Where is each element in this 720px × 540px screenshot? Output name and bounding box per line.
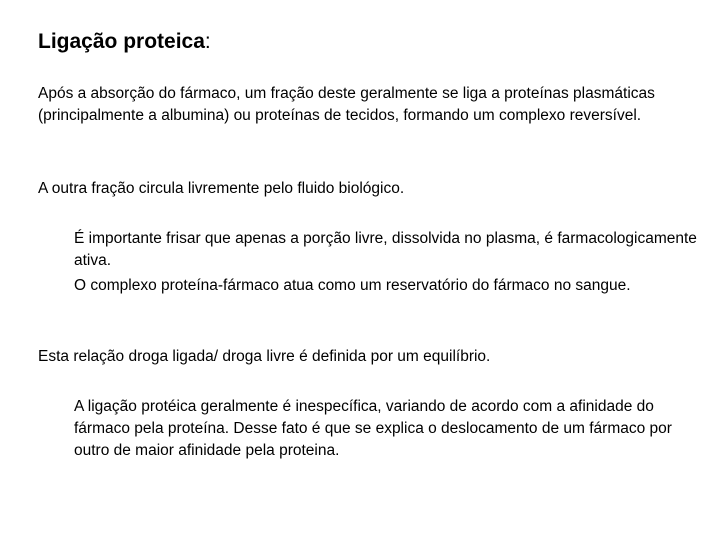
paragraph-active-portion: É importante frisar que apenas a porção livre, dissolvida no plasma, é farmacologicamente ativa. bbox=[74, 230, 697, 269]
slide-title-bold: Ligação proteica bbox=[38, 30, 205, 53]
paragraph-nonspecific-binding: A ligação protéica geralmente é inespecífica, variando de acordo com a afinidade do fármaco pela proteína. Desse fato é que se explica o deslocamento de um fármaco por outro de maior afinidade pela proteina. bbox=[74, 398, 672, 459]
paragraph-equilibrium: Esta relação droga ligada/ droga livre é definida por um equilíbrio. bbox=[38, 348, 491, 365]
slide-title bbox=[38, 28, 211, 56]
slide-title-suffix: : bbox=[204, 30, 211, 53]
paragraph-absorption: Após a absorção do fármaco, um fração deste geralmente se liga a proteínas plasmáticas (principalmente a albumina) ou proteínas de tecidos, formando um complexo reversível. bbox=[38, 85, 655, 124]
paragraph-free-fraction: A outra fração circula livremente pelo fluido biológico. bbox=[38, 180, 405, 197]
paragraph-reservoir: O complexo proteína-fármaco atua como um reservatório do fármaco no sangue. bbox=[74, 277, 631, 294]
